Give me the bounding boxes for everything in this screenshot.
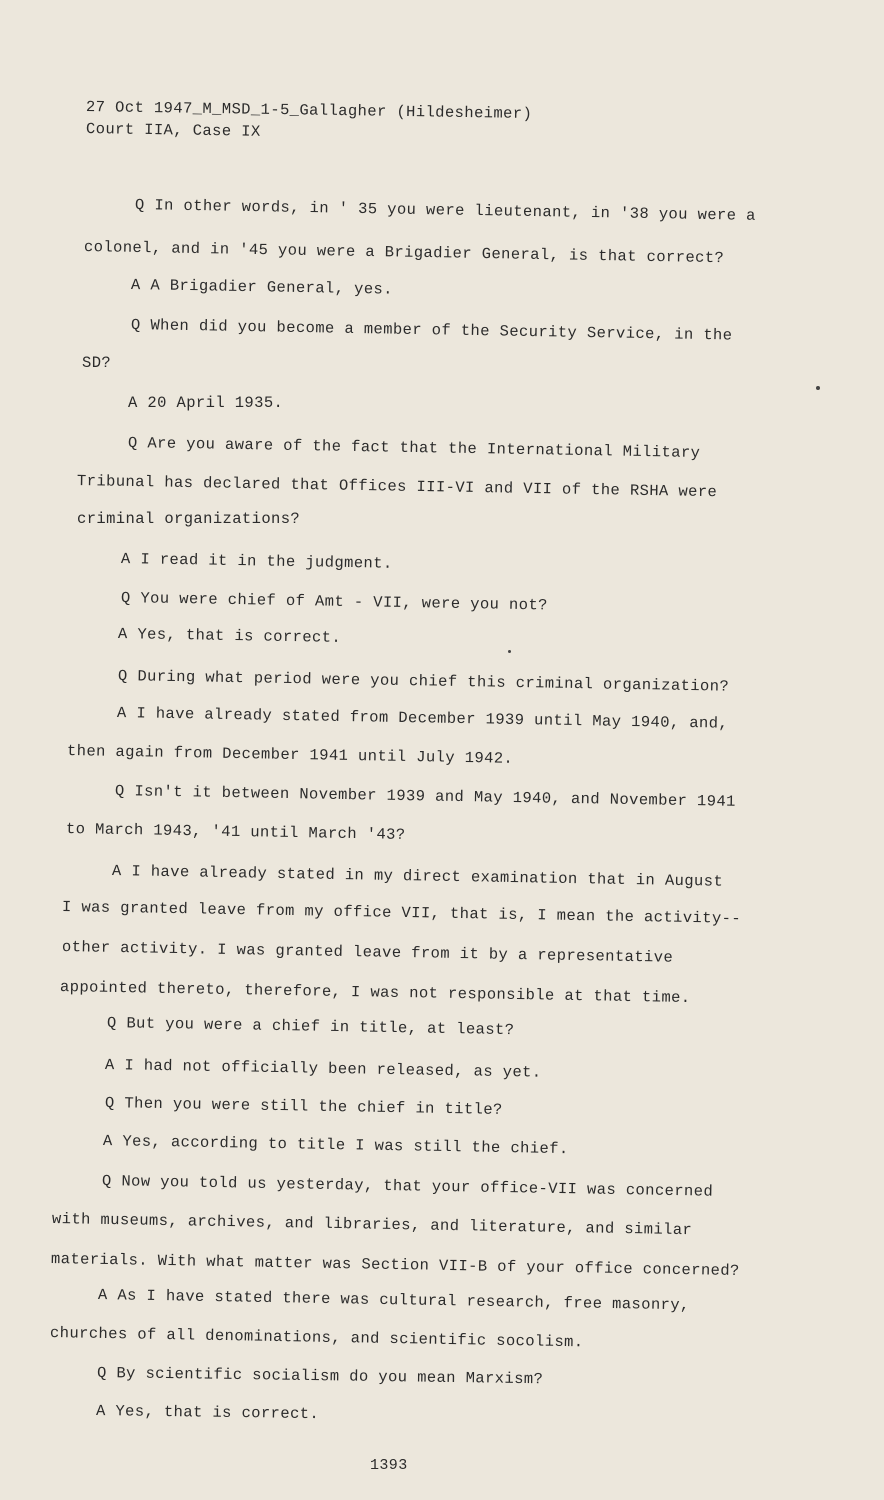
transcript-line: Q Are you aware of the fact that the International Military: [127, 434, 701, 462]
transcript-line: appointed thereto, therefore, I was not responsible at that time.: [59, 978, 691, 1008]
transcript-line: Q By scientific socialism do you mean Marxism?: [96, 1364, 544, 1389]
header-line-1: 27 Oct 1947_M_MSD_1-5_Gallagher (Hildesheimer): [85, 98, 533, 124]
transcript-line: A A Brigadier General, yes.: [130, 276, 394, 299]
transcript-line: A Yes, that is correct.: [117, 625, 342, 647]
transcript-line: Q Then you were still the chief in title?: [104, 1094, 503, 1119]
transcript-line: colonel, and in '45 you were a Brigadier General, is that correct?: [83, 238, 725, 268]
transcript-line: A I read it in the judgment.: [120, 550, 393, 573]
transcript-line: A I had not officially been released, as yet.: [104, 1056, 542, 1082]
transcript-line: to March 1943, '41 until March '43?: [65, 820, 406, 844]
transcript-line: criminal organizations?: [77, 510, 301, 528]
page-number: 1393: [370, 1457, 408, 1474]
transcript-line: Q Isn't it between November 1939 and May 1940, and November 1941: [114, 782, 736, 811]
transcript-line: Tribunal has declared that Offices III-VI and VII of the RSHA were: [76, 472, 718, 502]
transcript-line: A I have already stated from December 1939 until May 1940, and,: [116, 704, 729, 733]
transcript-line: Q But you were a chief in title, at least?: [106, 1014, 515, 1040]
transcript-line: Q Now you told us yesterday, that your office-VII was concerned: [101, 1172, 714, 1201]
transcript-line: churches of all denominations, and scientific socolism.: [49, 1324, 584, 1352]
transcript-line: with museums, archives, and libraries, and literature, and similar: [51, 1210, 693, 1240]
transcript-line: SD?: [82, 354, 112, 372]
transcript-line: Q You were chief of Amt - VII, were you not?: [120, 589, 548, 615]
transcript-line: A As I have stated there was cultural research, free masonry,: [97, 1286, 690, 1315]
transcript-line: A I have already stated in my direct examination that in August: [111, 862, 724, 891]
transcript-line: A Yes, that is correct.: [95, 1402, 320, 1424]
transcript-line: Q In other words, in ' 35 you were lieutenant, in '38 you were a: [134, 196, 756, 225]
transcript-line: materials. With what matter was Section VII-B of your office concerned?: [50, 1250, 740, 1281]
transcript-line: Q During what period were you chief this criminal organization?: [117, 667, 730, 696]
paper-speck: [508, 650, 511, 653]
transcript-line: A Yes, according to title I was still the chief.: [102, 1132, 569, 1159]
transcript-line: then again from December 1941 until July 1942.: [66, 742, 514, 768]
header-line-2: Court IIA, Case IX: [85, 120, 261, 141]
transcript-line: Q When did you become a member of the Security Service, in the: [130, 316, 733, 345]
transcript-line: A 20 April 1935.: [128, 394, 284, 412]
transcript-line: other activity. I was granted leave from it by a representative: [61, 938, 674, 967]
transcript-line: I was granted leave from my office VII, that is, I mean the activity--: [61, 898, 742, 928]
paper-speck: [816, 386, 820, 390]
